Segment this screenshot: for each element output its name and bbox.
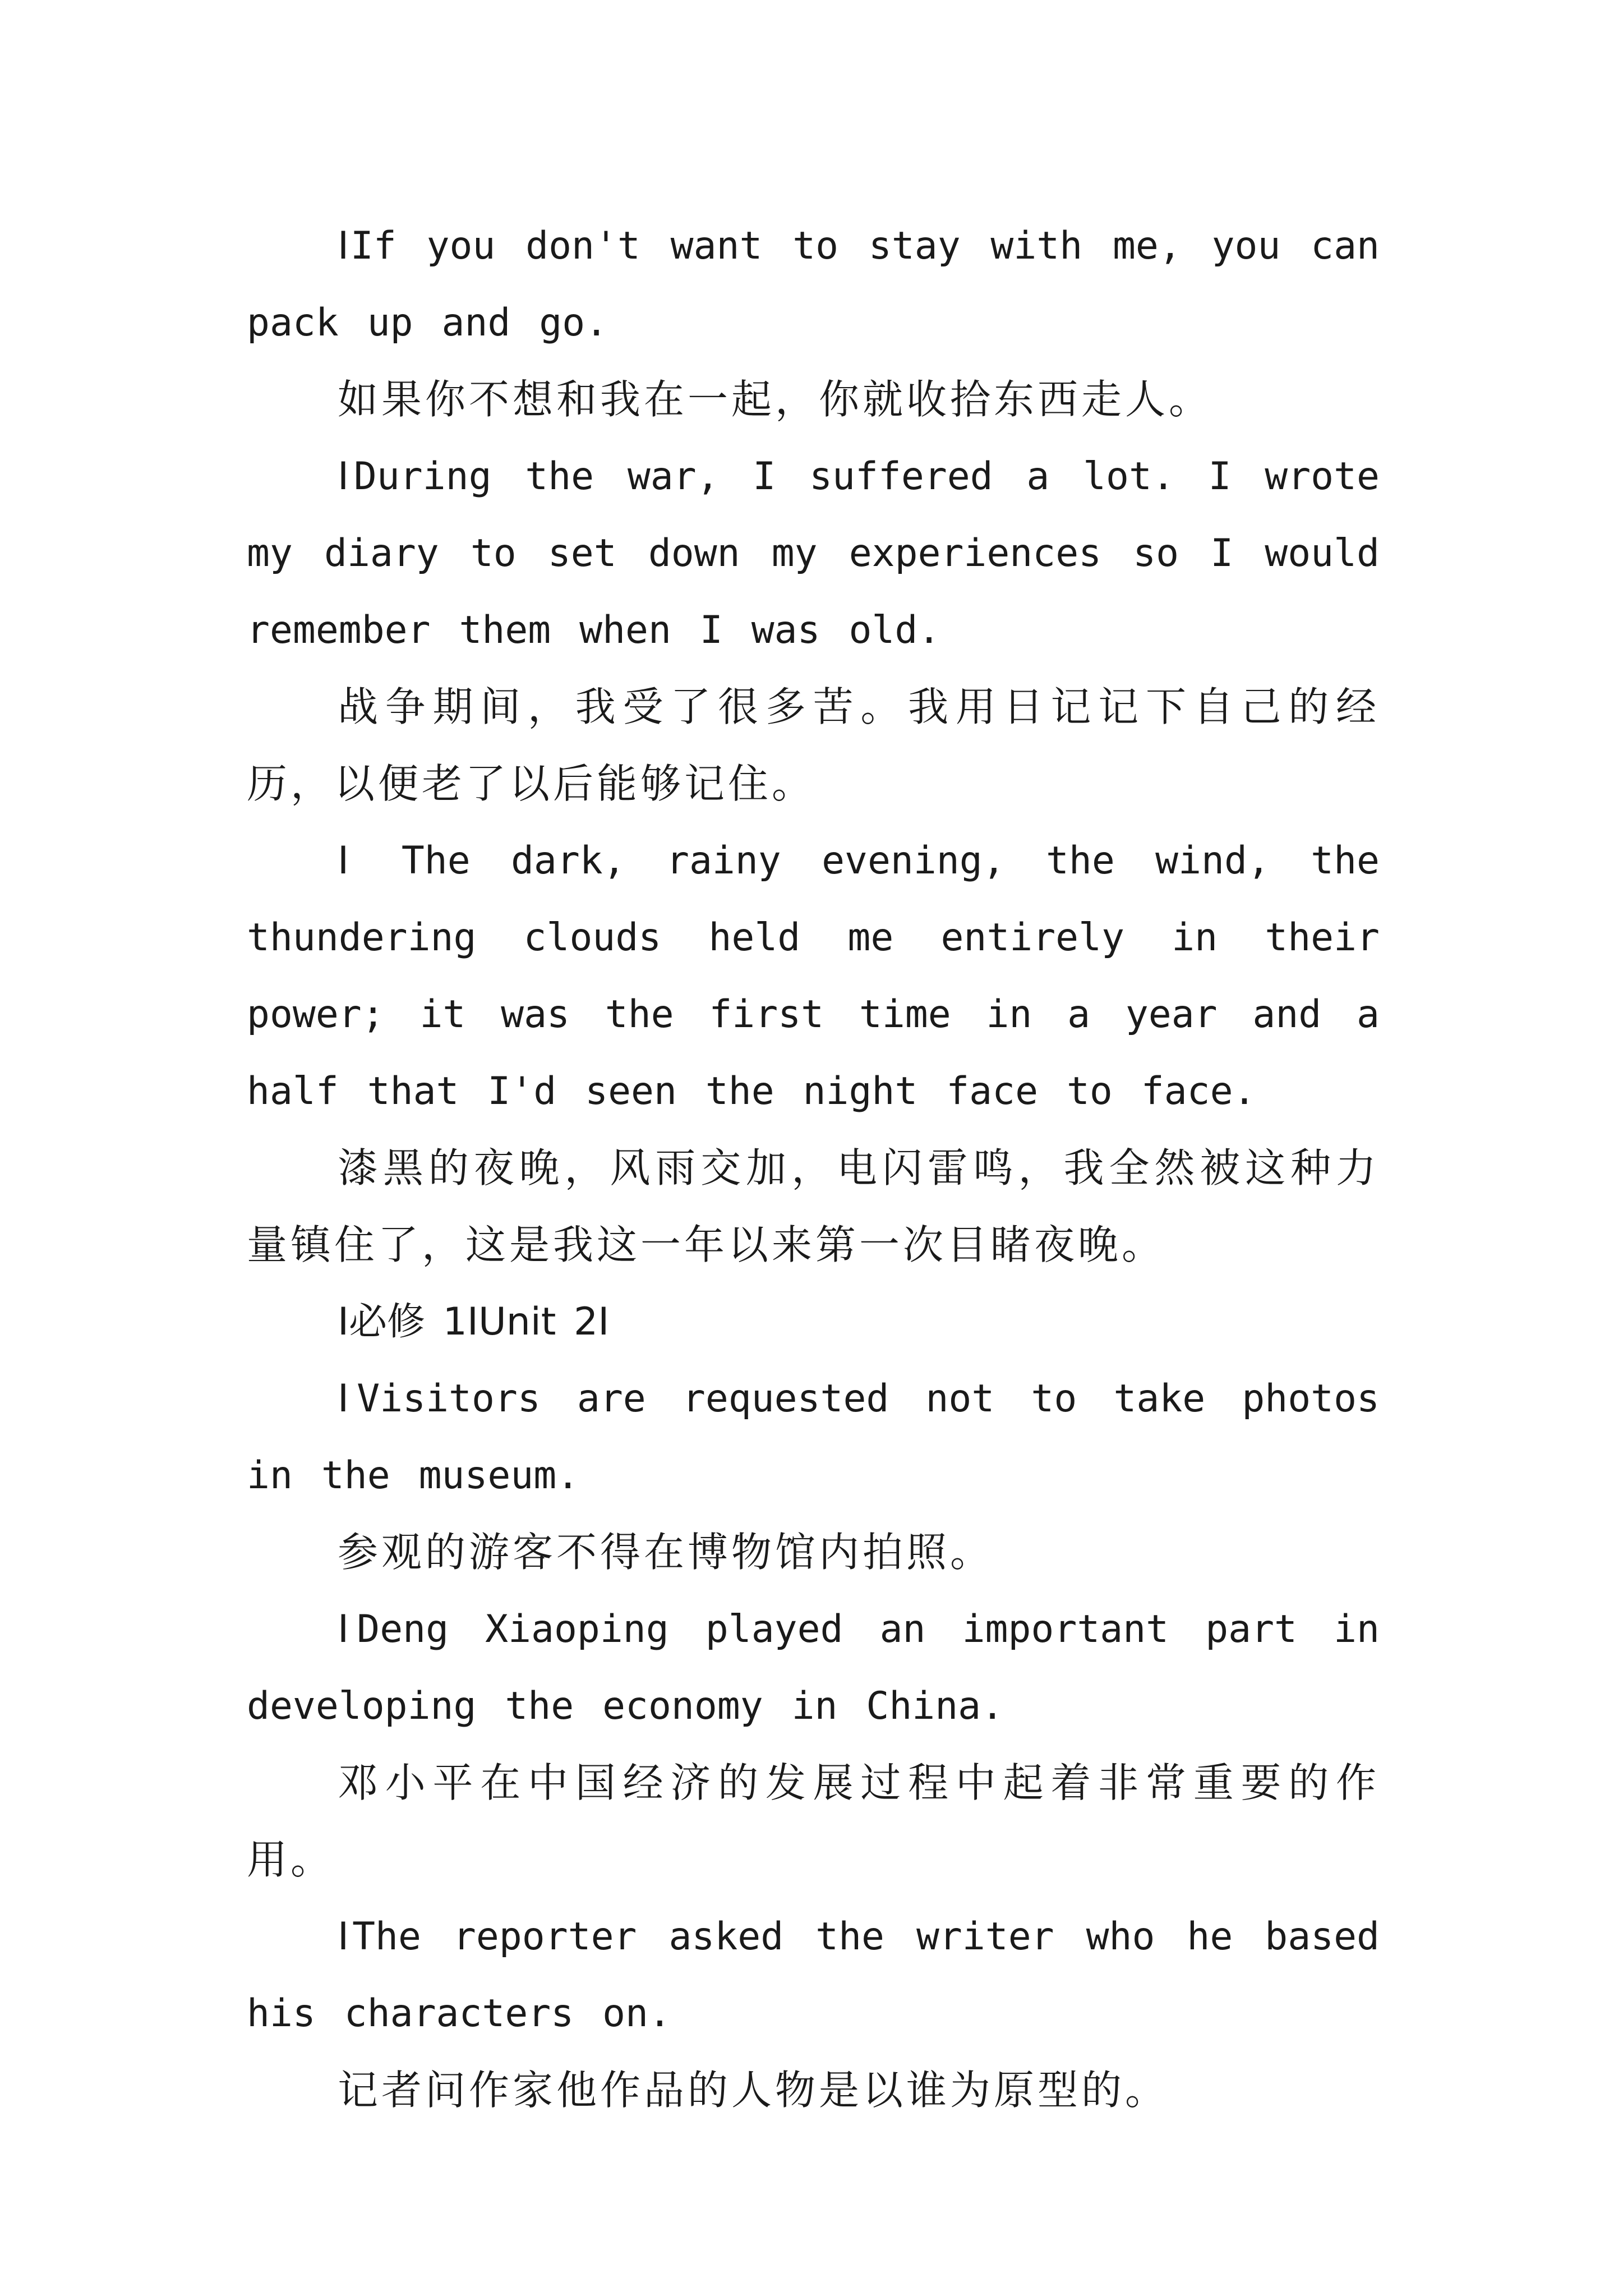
paragraph-english-3: Ⅰ The dark, rainy evening, the wind, the thundering clouds held me entirely in their power; it was the first time in a year and a half that I'd seen the night face to face. <box>247 839 1380 1114</box>
paragraph-chinese-4: 参观的游客不得在博物馆内拍照。 <box>338 1529 994 1576</box>
paragraph-english-5: ⅠDeng Xiaoping played an important part in developing the economy in China. <box>247 1607 1380 1728</box>
section-heading: Ⅰ必修 1ⅠUnit 2Ⅰ <box>338 1300 610 1344</box>
paragraph-chinese-2: 战争期间，我受了很多苦。我用日记记下自己的经历，以便老了以后能够记住。 <box>247 683 1380 807</box>
paragraph-chinese-1: 如果你不想和我在一起，你就收拾东西走人。 <box>338 376 1213 423</box>
paragraph-chinese-6: 记者问作家他作品的人物是以谁为原型的。 <box>338 2067 1169 2114</box>
paragraph-english-1: ⅠIf you don't want to stay with me, you can pack up and go. <box>247 224 1380 345</box>
paragraph-chinese-3: 漆黑的夜晚，风雨交加，电闪雷鸣，我全然被这种力量镇住了，这是我这一年以来第一次目睹夜晚。 <box>247 1144 1380 1268</box>
paragraph-english-4: ⅠVisitors are requested not to take photos in the museum. <box>247 1377 1380 1498</box>
document-body <box>247 208 1380 2129</box>
paragraph-english-6: ⅠThe reporter asked the writer who he based his characters on. <box>247 1915 1380 2036</box>
paragraph-chinese-5: 邓小平在中国经济的发展过程中起着非常重要的作用。 <box>247 1759 1380 1883</box>
paragraph-english-2: ⅠDuring the war, I suffered a lot. I wrote my diary to set down my experiences so I would remember them when I was old. <box>247 454 1380 652</box>
